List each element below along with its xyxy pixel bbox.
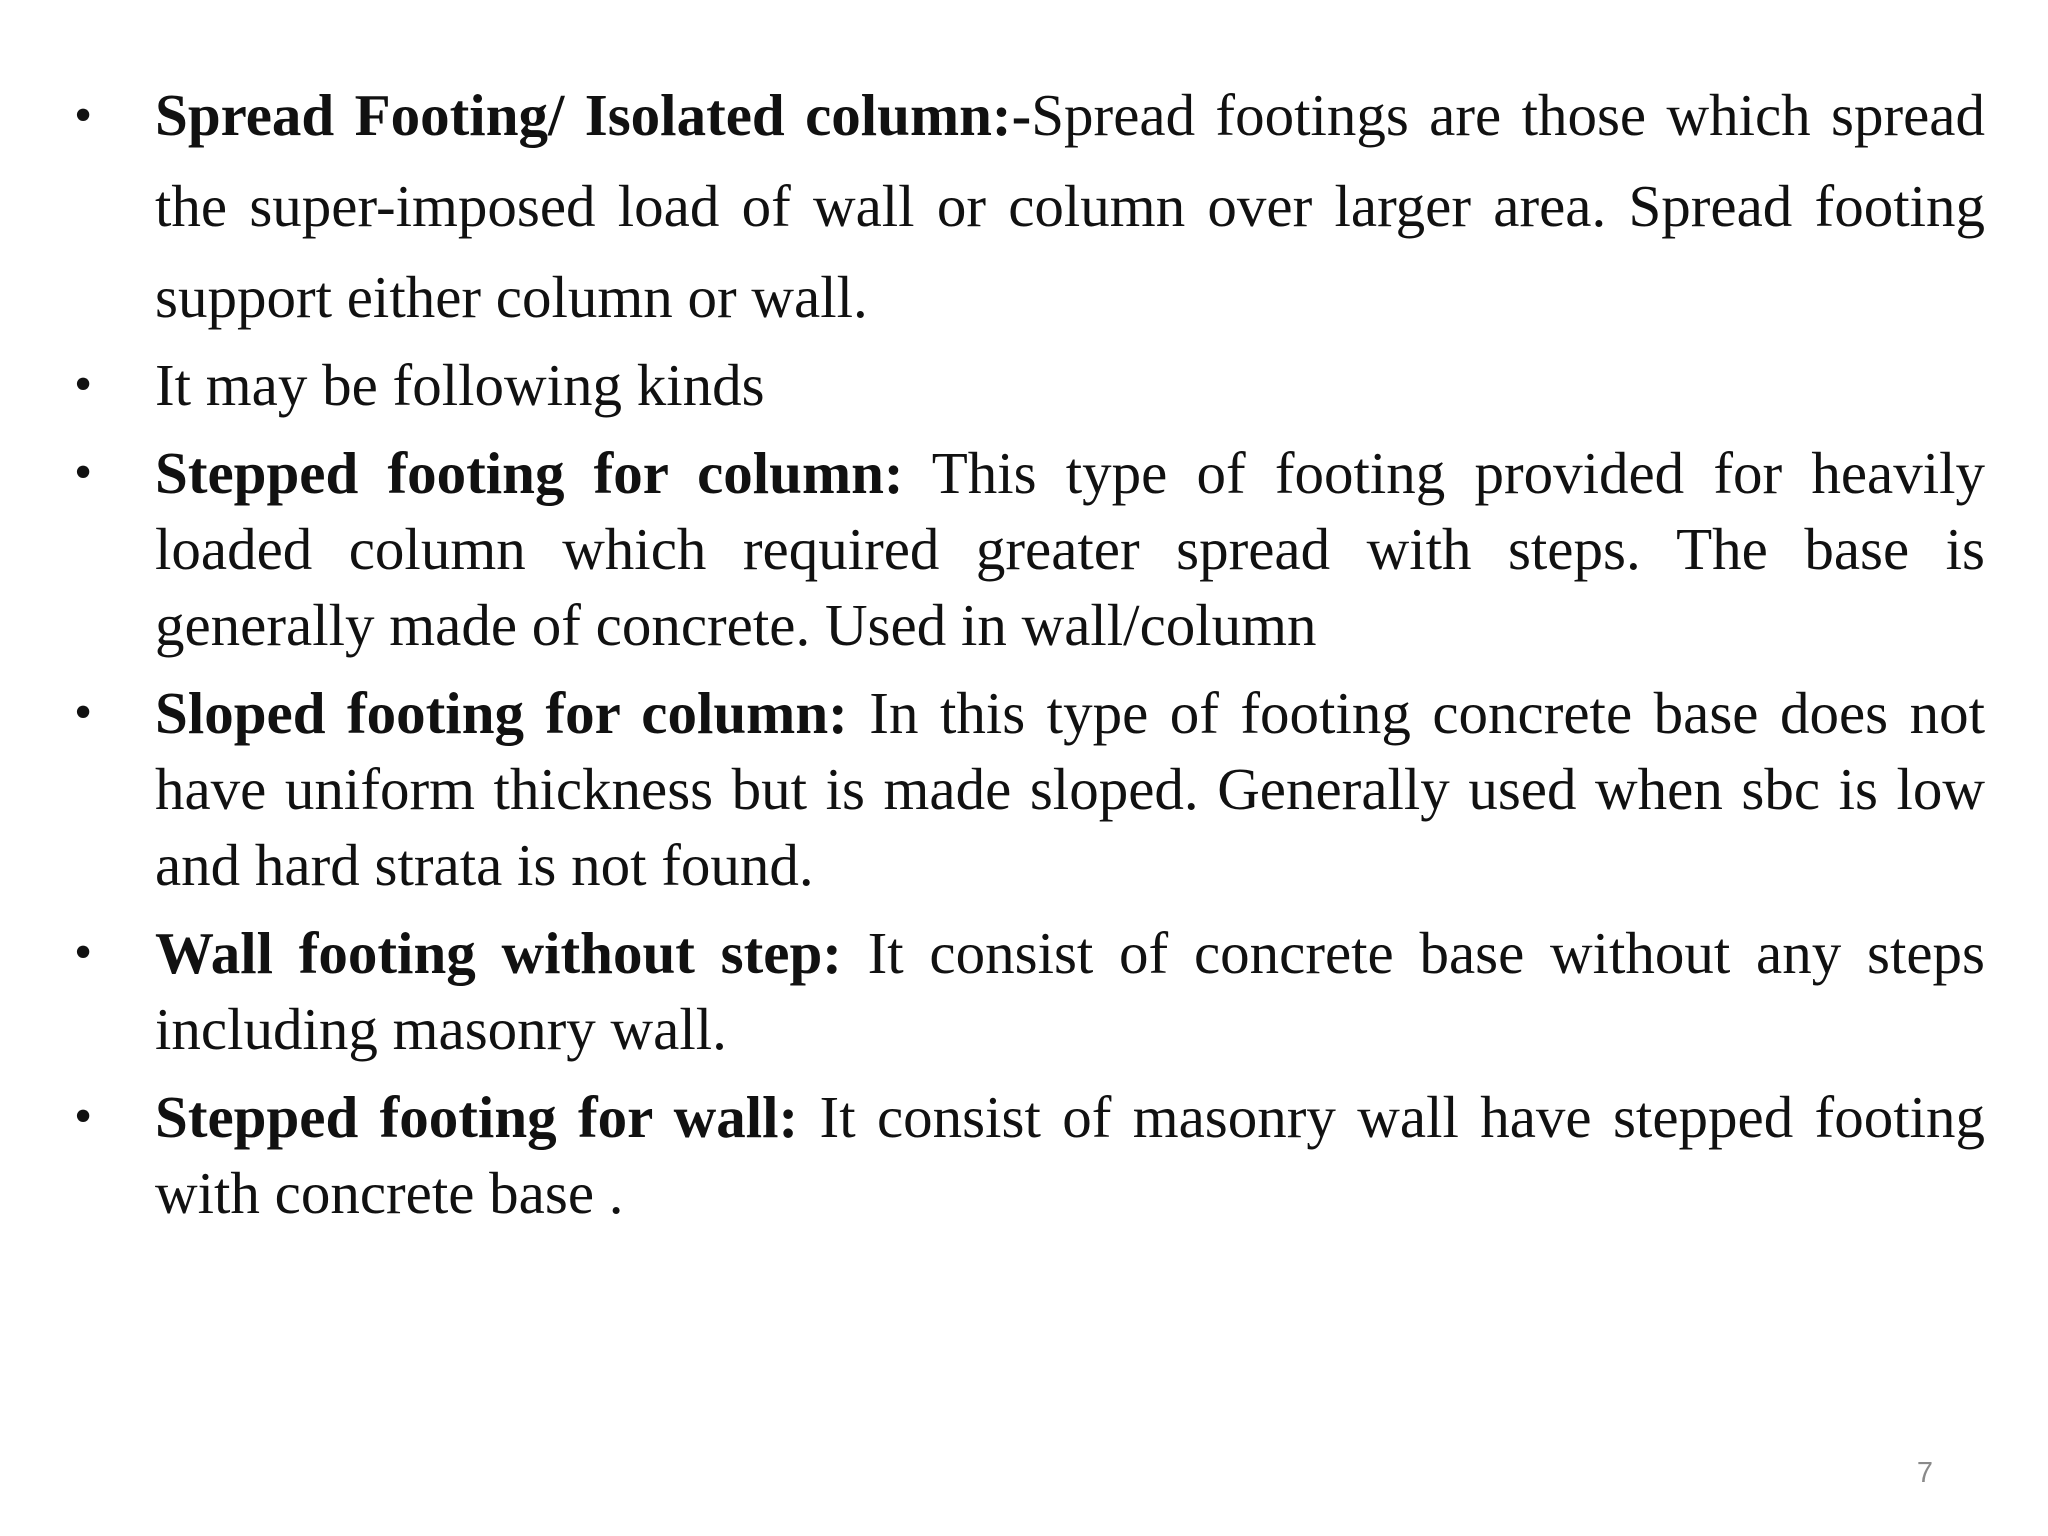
description-stepped-column: This type of footing provided for heavily loaded column which required greater spread with steps. The base is generally made of concrete. Used in wall/column (155, 440, 1985, 658)
term-spread-footing: Spread Footing/ Isolated column:- (155, 82, 1032, 148)
description-sloped-column: In this type of footing concrete base does not have uniform thickness but is made sloped. Generally used when sbc is low and hard strata is not found. (155, 680, 1985, 898)
bullet-item-stepped-wall (70, 1079, 1985, 1231)
bullet-icon: • (74, 444, 93, 501)
term-stepped-column: Stepped footing for column: (155, 440, 904, 506)
description-kinds: It may be following kinds (155, 352, 765, 418)
bullet-icon: • (74, 87, 93, 144)
bullet-item-sloped-column (70, 675, 1985, 903)
bullet-list (70, 70, 1985, 1243)
page-number: 7 (1916, 1457, 1934, 1489)
bullet-icon: • (74, 684, 93, 741)
bullet-item-spread-footing (70, 70, 1985, 343)
term-sloped-column: Sloped footing for column: (155, 680, 848, 746)
bullet-icon: • (74, 1088, 93, 1145)
bullet-item-wall-without-step (70, 915, 1985, 1067)
bullet-item-stepped-column (70, 435, 1985, 663)
term-stepped-wall: Stepped footing for wall: (155, 1084, 799, 1150)
bullet-icon: • (74, 356, 93, 413)
description-stepped-wall: It consist of masonry wall have stepped footing with concrete base . (155, 1084, 1985, 1226)
bullet-icon: • (74, 924, 93, 981)
term-wall-without-step: Wall footing without step: (155, 920, 842, 986)
description-spread-footing: Spread footings are those which spread the super-imposed load of wall or column over larger area. Spread footing support either column or wall. (155, 82, 1985, 330)
bullet-item-kinds (70, 347, 1985, 423)
description-wall-without-step: It consist of concrete base without any steps including masonry wall. (155, 920, 1985, 1062)
